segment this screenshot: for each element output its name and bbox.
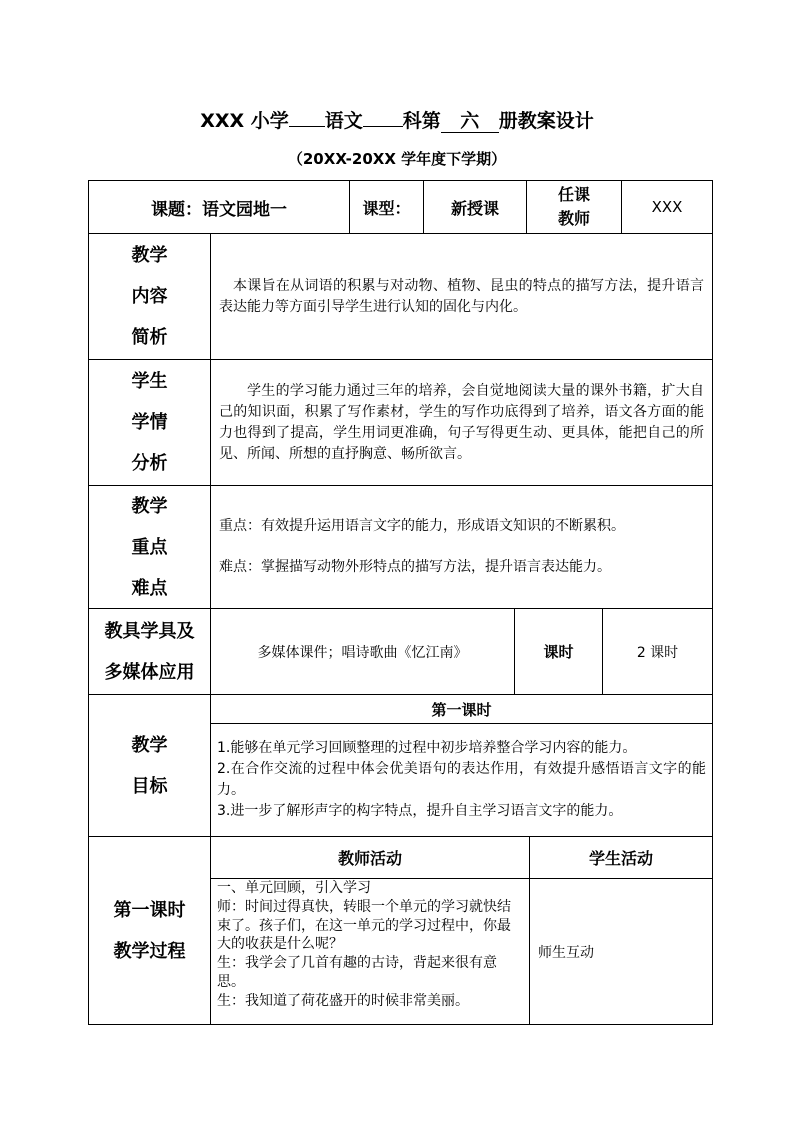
analysis-text-cell [210, 359, 713, 486]
hours-value-cell [602, 608, 713, 695]
goal-item: 2.在合作交流的过程中体会优美语句的表达作用，有效提升感悟语言文字的能力。 [217, 761, 706, 798]
key-point-text: 重点：有效提升运用语言文字的能力，形成语文知识的不断累积。 [219, 518, 625, 534]
content-text-cell [210, 233, 713, 360]
teacher-value-cell [621, 180, 713, 234]
teacher-activity-header: 教师活动 [337, 849, 402, 868]
student-activity-header-cell [529, 836, 713, 879]
goal-item: 3.进一步了解形声字的构字特点，提升自主学习语言文字的能力。 [217, 803, 623, 819]
title-ke-di: 科第 [402, 110, 441, 132]
course-type-value-cell [423, 180, 527, 234]
goals-period-title-cell [210, 694, 713, 724]
subject-name: 语文 [324, 110, 363, 132]
media-label-2: 多媒体应用 [104, 661, 195, 683]
subject-blank-right [363, 126, 403, 127]
topic-value: 语文园地一 [202, 199, 287, 220]
term-subtitle: （20XX-20XX 学年度下学期） [287, 150, 507, 168]
media-label-cell [88, 608, 211, 695]
goals-label-1: 教学 [131, 734, 168, 756]
teacher-activity-line: 生：我知道了荷花盛开的时候非常美丽。 [217, 992, 469, 1009]
goals-label-cell [88, 694, 211, 837]
teacher-activity-line: 一、单元回顾，引入学习 [217, 880, 371, 896]
analysis-label-cell [88, 359, 211, 486]
school-name: XXX 小学 [200, 110, 289, 132]
content-label-2: 内容 [131, 286, 168, 307]
course-topic-cell [88, 180, 350, 234]
process-label-cell [88, 836, 211, 1025]
title-suffix: 册教案设计 [498, 110, 594, 132]
volume-number: 六 [460, 110, 480, 132]
content-label-1: 教学 [131, 245, 168, 266]
goals-items-cell [210, 723, 713, 837]
teacher-name: XXX [651, 198, 683, 216]
goals-label-2: 目标 [131, 775, 168, 797]
student-activity-text: 师生互动 [538, 944, 594, 961]
process-label-1: 第一课时 [113, 899, 186, 921]
teacher-label-line2: 教师 [557, 209, 590, 228]
student-activity-cell [529, 878, 713, 1025]
keypoints-label-1: 教学 [131, 495, 168, 517]
goal-item: 1.能够在单元学习回顾整理的过程中初步培养整合学习内容的能力。 [217, 740, 637, 756]
media-value: 多媒体课件；唱诗歌曲《忆江南》 [257, 644, 468, 661]
analysis-label-1: 学生 [131, 371, 168, 392]
hours-value: 2 课时 [636, 644, 679, 661]
hours-label-cell [514, 608, 603, 695]
process-label-2: 教学过程 [113, 940, 186, 962]
student-activity-header: 学生活动 [588, 849, 653, 868]
volume-blank [441, 110, 499, 133]
teacher-activity-cell [210, 878, 530, 1025]
teacher-activity-line: 师：时间过得真快，转眼一个单元的学习就快结束了。孩子们，在这一单元的学习过程中，你最大的收获是什么呢？ [217, 898, 511, 953]
teacher-label-cell [526, 180, 622, 234]
topic-label: 课题： [151, 199, 202, 220]
keypoints-text-cell [210, 485, 713, 609]
document-title [0, 106, 794, 133]
keypoints-label-2: 重点 [131, 536, 168, 558]
hours-label: 课时 [543, 643, 574, 661]
course-type-value: 新授课 [450, 198, 499, 218]
goals-period-title: 第一课时 [431, 700, 492, 719]
analysis-label-2: 学情 [131, 412, 168, 433]
teacher-activity-header-cell [210, 836, 530, 879]
teacher-activity-line: 生：我学会了几首有趣的古诗，背起来很有意思。 [217, 955, 497, 990]
teacher-label-line1: 任课 [557, 185, 590, 204]
keypoints-label-3: 难点 [131, 577, 168, 599]
media-value-cell [210, 608, 515, 695]
subject-blank-left [289, 126, 325, 127]
course-type-label-cell [349, 180, 424, 234]
analysis-label-3: 分析 [131, 453, 168, 474]
content-label-3: 简析 [131, 327, 168, 348]
keypoints-label-cell [88, 485, 211, 609]
content-text: 本课旨在从词语的积累与对动物、植物、昆虫的特点的描写方法，提升语言表达能力等方面引导学生进行认知的固化与内化。 [219, 277, 704, 315]
content-label-cell [88, 233, 211, 360]
course-type-label: 课型： [362, 198, 411, 218]
difficult-point-text: 难点：掌握描写动物外形特点的描写方法，提升语言表达能力。 [219, 559, 611, 575]
analysis-text: 学生的学习能力通过三年的培养，会自觉地阅读大量的课外书籍，扩大自己的知识面，积累了写作素材，学生的写作功底得到了培养，语文各方面的能力也得到了提高，学生用词更准确，句子写得更生动、更具体，能把自己的所见、所闻、所想的直抒胸意、畅所欲言。 [219, 382, 704, 462]
media-label-1: 教具学具及 [104, 620, 195, 642]
